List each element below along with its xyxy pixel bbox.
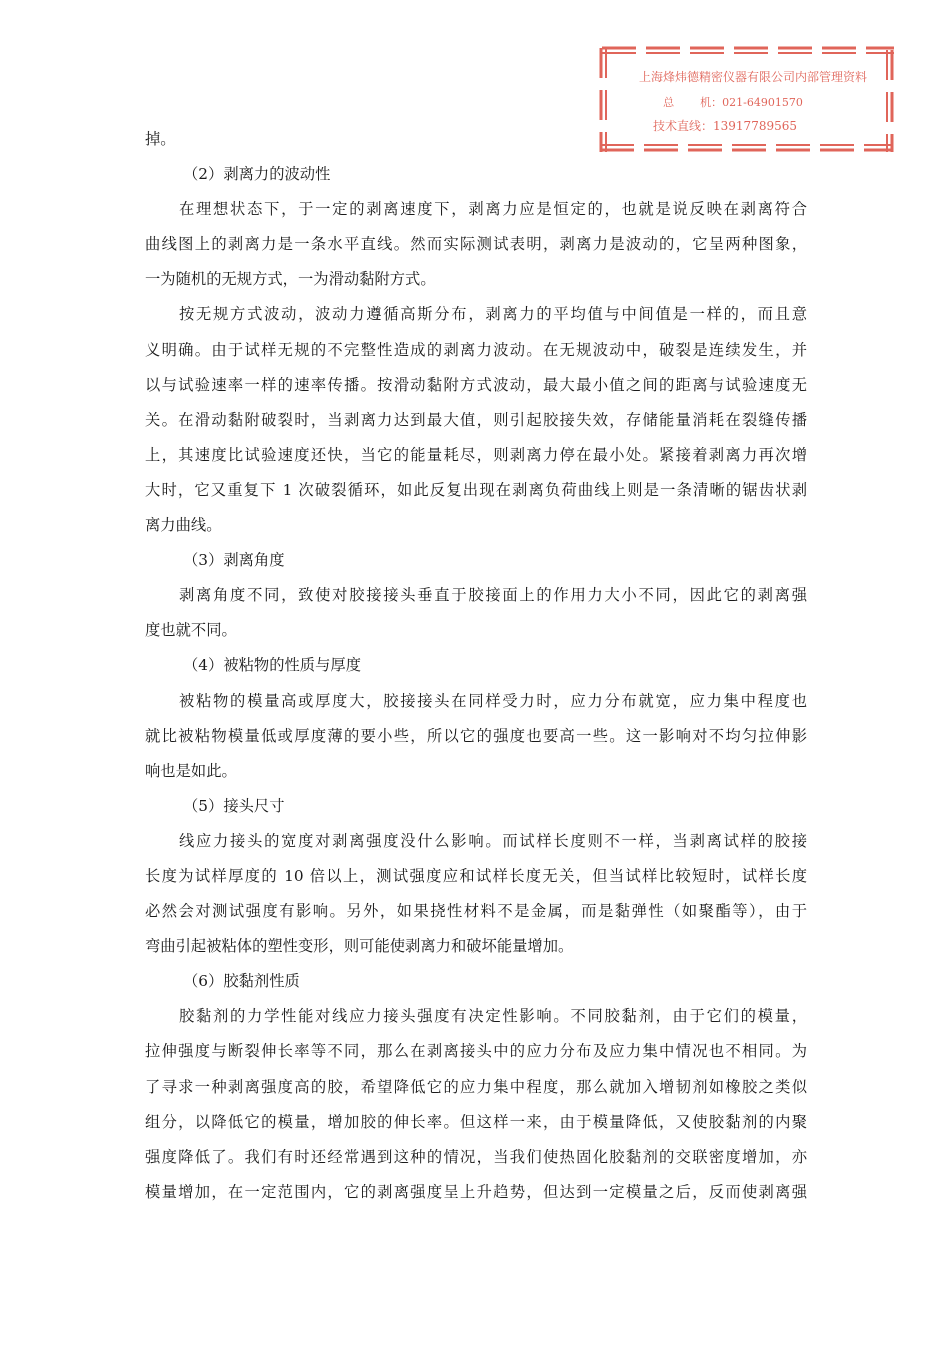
- text-line: 了寻求一种剥离强度高的胶，希望降低它的应力集中程度，那么就加入增韧剂如橡胶之类似: [145, 1077, 807, 1096]
- text-line: 大时，它又重复下 1 次破裂循环，如此反复出现在剥离负荷曲线上则是一条清晰的锯齿状剥: [145, 480, 807, 499]
- section-heading: （3）剥离角度: [183, 551, 285, 570]
- stamp-phone-number: 021-64901570: [722, 96, 803, 109]
- stamp-tech-label: 技术直线：: [653, 119, 714, 133]
- text-line: 就比被粘物模量低或厚度薄的要小些，所以它的强度也要高一些。这一影响对不均匀拉伸影: [145, 726, 807, 745]
- text-line: 一为随机的无规方式，一为滑动黏附方式。: [145, 270, 436, 289]
- stamp-phone-label: 总: [663, 96, 675, 109]
- section-heading: （4）被粘物的性质与厚度: [183, 656, 361, 675]
- text-line: 被粘物的模量高或厚度大，胶接接头在同样受力时，应力分布就宽，应力集中程度也: [179, 691, 807, 710]
- text-line: 响也是如此。: [145, 761, 237, 780]
- text-line: 长度为试样厚度的 10 倍以上，测试强度应和试样长度无关，但当试样比较短时，试样长度: [145, 866, 807, 885]
- stamp-company-name: 上海烽炜德精密仪器有限公司内部管理资料: [638, 70, 867, 84]
- section-heading: （6）胶黏剂性质: [183, 972, 300, 991]
- stamp-phone-line: [584, 94, 882, 110]
- text-line: 义明确。由于试样无规的不完整性造成的剥离力波动。在无规波动中，破裂是连续发生，并: [145, 340, 807, 359]
- section-heading: （5）接头尺寸: [183, 796, 285, 815]
- text-line: 强度降低了。我们有时还经常遇到这种的情况，当我们使热固化胶黏剂的交联密度增加，亦: [145, 1147, 807, 1166]
- stamp-tech-number: 13917789565: [713, 119, 797, 133]
- text-line: 曲线图上的剥离力是一条水平直线。然而实际测试表明，剥离力是波动的，它呈两种图象，: [145, 235, 807, 254]
- text-line: 按无规方式波动，波动力遵循高斯分布，剥离力的平均值与中间值是一样的，而且意: [179, 305, 807, 324]
- text-line: 必然会对测试强度有影响。另外，如果挠性材料不是金属，而是黏弹性（如聚酯等），由于: [145, 902, 807, 921]
- text-line: 剥离角度不同，致使对胶接接头垂直于胶接面上的作用力大小不同，因此它的剥离强: [179, 586, 807, 605]
- text-line: 关。在滑动黏附破裂时，当剥离力达到最大值，则引起胶接失效，存储能量消耗在裂缝传播: [145, 410, 807, 429]
- text-line: 组分，以降低它的模量，增加胶的伸长率。但这样一来，由于模量降低，又使胶黏剂的内聚: [145, 1112, 807, 1131]
- text-line: 上，其速度比试验速度还快，当它的能量耗尽，则剥离力停在最小处。紧接着剥离力再次增: [145, 445, 807, 464]
- text-line: 线应力接头的宽度对剥离强度没什么影响。而试样长度则不一样，当剥离试样的胶接: [179, 831, 807, 850]
- text-line: 离力曲线。: [145, 516, 222, 535]
- text-line: 拉伸强度与断裂伸长率等不同，那么在剥离接头中的应力分布及应力集中情况也不相同。为: [145, 1042, 807, 1061]
- text-line: 弯曲引起被粘体的塑性变形，则可能使剥离力和破坏能量增加。: [145, 937, 574, 956]
- document-body: [145, 122, 807, 1210]
- stamp-phone-label2: 机：: [700, 96, 723, 109]
- text-line: 模量增加，在一定范围内，它的剥离强度呈上升趋势，但达到一定模量之后，反而使剥离强: [145, 1182, 807, 1201]
- text-line: 以与试验速率一样的速率传播。按滑动黏附方式波动，最大最小值之间的距离与试验速度无: [145, 375, 807, 394]
- text-line: 掉。: [145, 130, 176, 148]
- text-line: 在理想状态下，于一定的剥离速度下，剥离力应是恒定的，也就是说反映在剥离符合: [179, 200, 807, 219]
- section-heading: （2）剥离力的波动性: [183, 165, 331, 184]
- text-line: 胶黏剂的力学性能对线应力接头强度有决定性影响。不同胶黏剂，由于它们的模量，: [179, 1007, 807, 1026]
- text-line: 度也就不同。: [145, 621, 237, 640]
